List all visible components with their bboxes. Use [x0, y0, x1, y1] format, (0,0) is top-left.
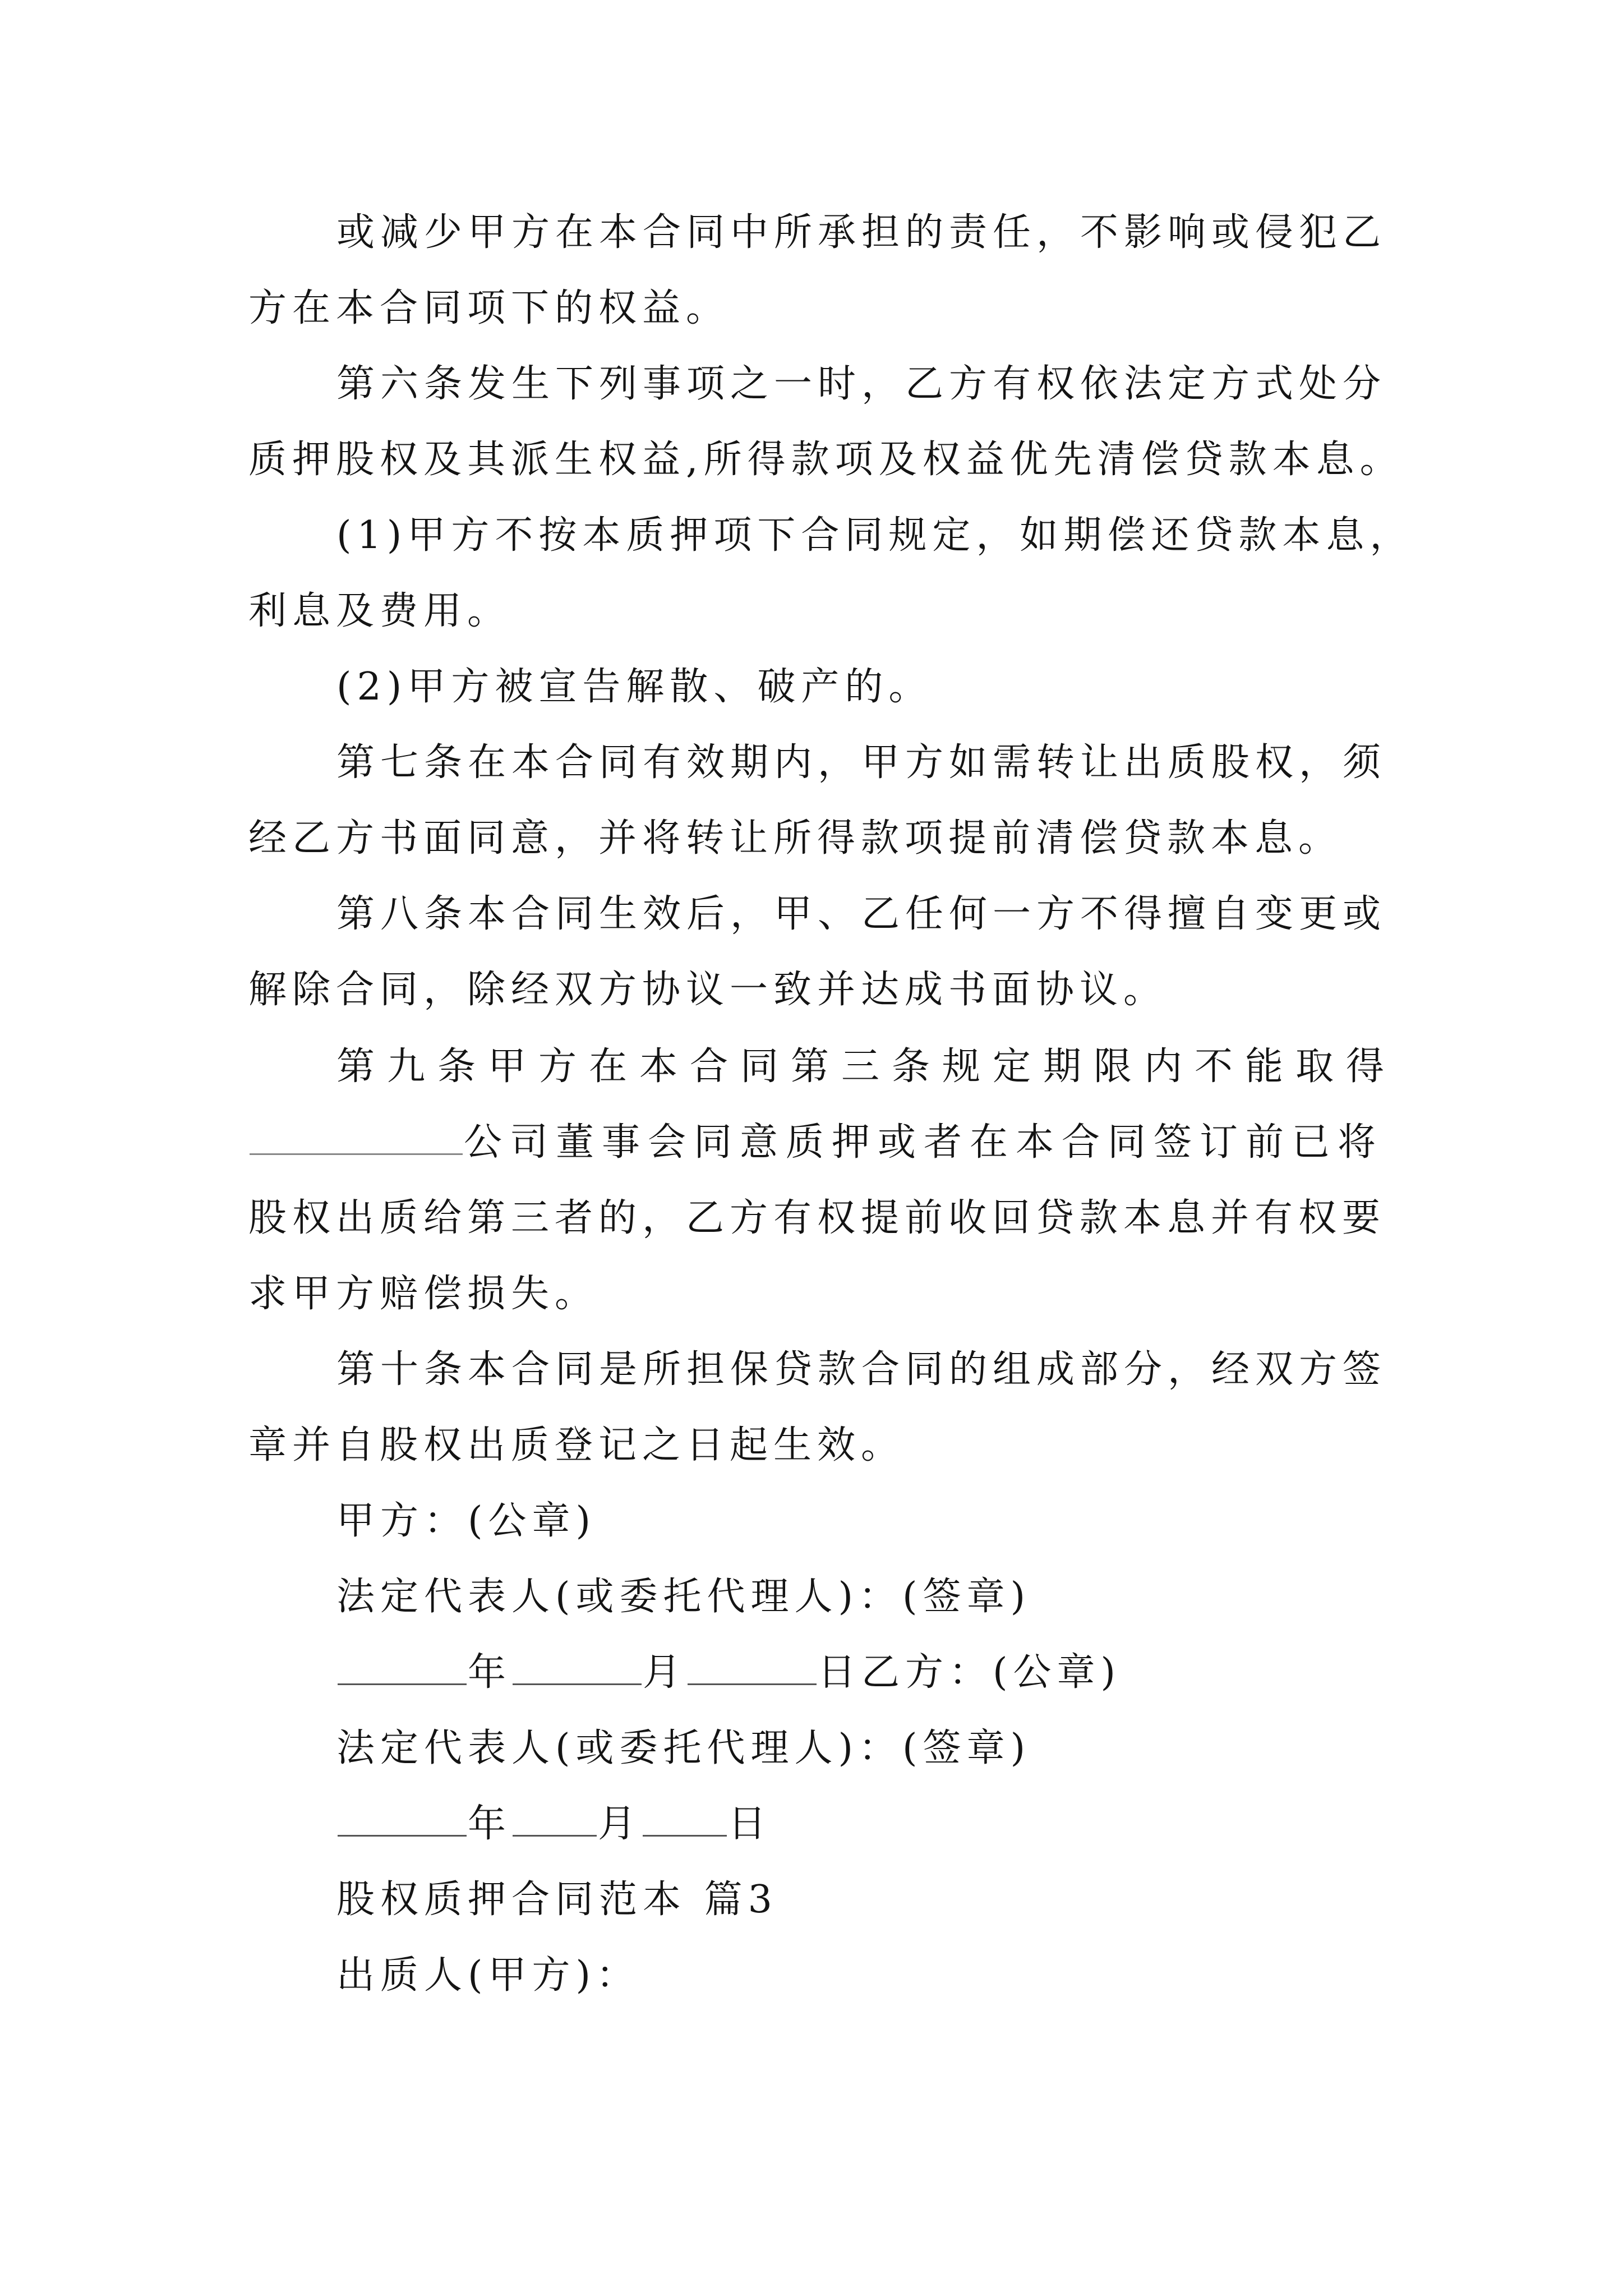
date-line [336, 1645, 1121, 1701]
pledgor-label: 出质人(甲方)： [336, 1953, 640, 1998]
article-9-line: 求甲方赔偿损失。 [248, 1272, 599, 1316]
representative-line: 法定代表人(或委托代理人)：(签章) [336, 1726, 1031, 1770]
month-label: 月 [598, 1802, 642, 1846]
date-line [336, 1796, 772, 1852]
article-9-line: 股权出质给第三者的，乙方有权提前收回贷款本息并有权要 [248, 1196, 1386, 1240]
month-blank [513, 1649, 642, 1685]
article-9-line [248, 1115, 1384, 1171]
month-blank [513, 1800, 597, 1837]
day-party-b-label: 日乙方：(公章) [818, 1650, 1122, 1695]
article-7-line: 第七条在本合同有效期内，甲方如需转让出质股权，须 [336, 740, 1387, 785]
article-8-line: 第八条本合同生效后，甲、乙任何一方不得擅自变更或 [336, 892, 1387, 936]
clause-1-line: (1)甲方不按本质押项下合同规定，如期偿还贷款本息， [336, 513, 1414, 558]
article-9-text: 公司董事会同意质押或者在本合同签订前已将 [464, 1120, 1384, 1165]
company-name-blank [250, 1119, 463, 1155]
representative-line: 法定代表人(或委托代理人)：(签章) [336, 1575, 1031, 1619]
article-10-line: 第十条本合同是所担保贷款合同的组成部分，经双方签 [336, 1347, 1387, 1392]
day-blank [643, 1800, 727, 1837]
article-10-line: 章并自股权出质登记之日起生效。 [248, 1423, 905, 1467]
article-7-line: 经乙方书面同意，并将转让所得款项提前清偿贷款本息。 [248, 816, 1343, 861]
year-label: 年 [468, 1650, 512, 1695]
year-blank [338, 1800, 467, 1837]
year-label: 年 [468, 1802, 512, 1846]
paragraph-line: 方在本合同项下的权益。 [248, 286, 730, 330]
day-blank [688, 1649, 817, 1685]
month-label: 月 [643, 1650, 687, 1695]
article-6-line: 第六条发生下列事项之一时，乙方有权依法定方式处分 [336, 362, 1387, 406]
article-6-line: 质押股权及其派生权益,所得款项及权益优先清偿贷款本息。 [248, 438, 1404, 482]
paragraph-line: 或减少甲方在本合同中所承担的责任，不影响或侵犯乙 [336, 210, 1387, 255]
day-label: 日 [728, 1802, 772, 1846]
section-title: 股权质押合同范本 篇3 [336, 1878, 778, 1922]
clause-2-line: (2)甲方被宣告解散、破产的。 [336, 665, 933, 709]
article-9-line: 第九条甲方在本合同第三条规定期限内不能取得 [336, 1045, 1397, 1089]
year-blank [338, 1649, 467, 1685]
clause-1-line: 利息及费用。 [248, 589, 511, 633]
article-8-line: 解除合同，除经双方协议一致并达成书面协议。 [248, 968, 1168, 1012]
party-a-seal-line: 甲方：(公章) [336, 1499, 597, 1543]
